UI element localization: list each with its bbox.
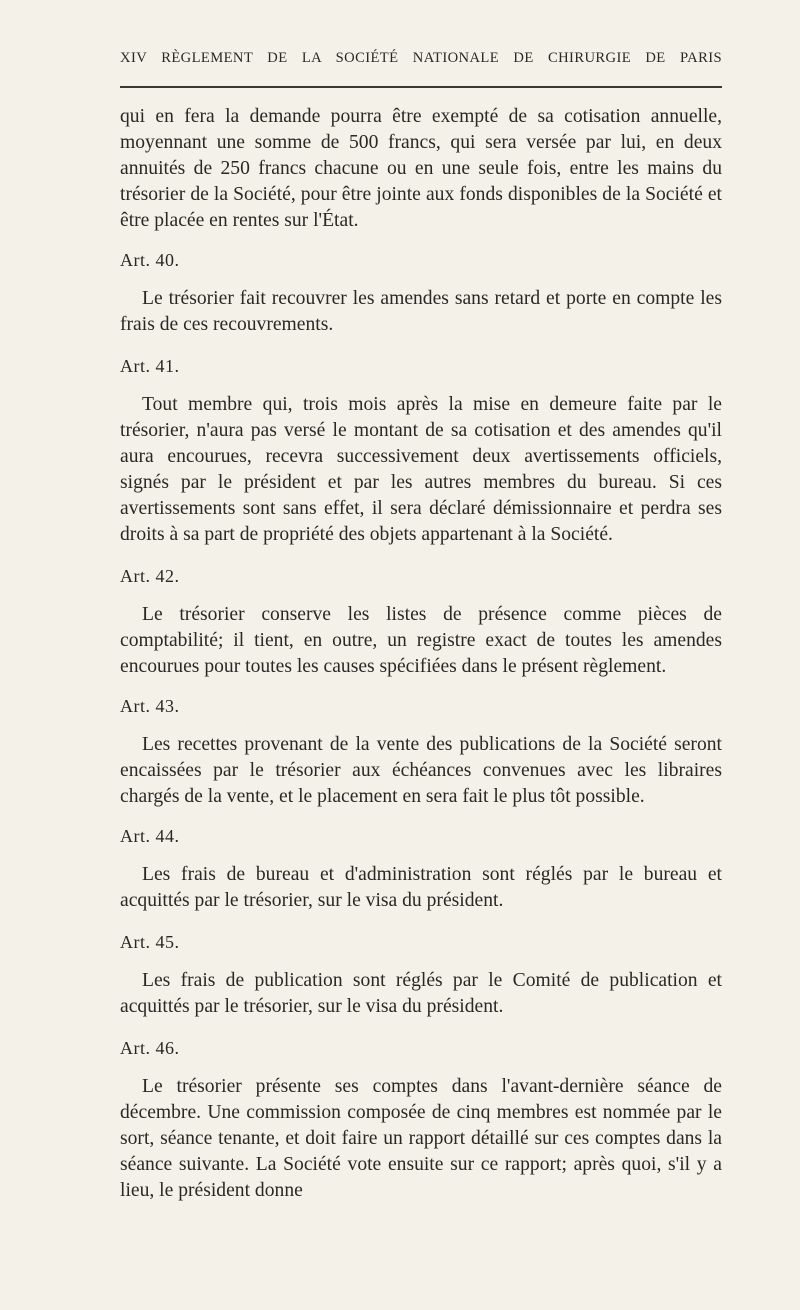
paragraph-art-44: Les frais de bureau et d'administration sont réglés par le bureau et acquittés par le trésorier, sur le visa du président.	[120, 864, 722, 911]
article-heading-44: Art. 44.	[120, 826, 180, 846]
article-heading-40: Art. 40.	[120, 250, 180, 270]
article-heading-43: Art. 43.	[120, 696, 180, 716]
paragraph-art-43: Les recettes provenant de la vente des publications de la Société seront encaissées par le trésorier aux échéances convenues avec les libraires chargés de la vente, et le placement en sera fait le plus tôt possible.	[120, 734, 722, 807]
article-heading-41: Art. 41.	[120, 356, 180, 376]
paragraph-art-45: Les frais de publication sont réglés par le Comité de publication et acquittés par le trésorier, sur le visa du président.	[120, 970, 722, 1017]
paragraph-art-41: Tout membre qui, trois mois après la mise en demeure faite par le trésorier, n'aura pas versé le montant de sa cotisation et des amendes qu'il aura encourues, recevra successivement deux avertissements officiels, signés par le président et par les autres membres du bureau. Si ces avertissements sont sans effet, il sera déclaré démissionnaire et perdra ses droits à sa part de propriété des objets appartenant à la Société.	[120, 394, 722, 545]
article-heading-46: Art. 46.	[120, 1038, 180, 1058]
article-heading-45: Art. 45.	[120, 932, 180, 952]
paragraph-continuation: qui en fera la demande pourra être exempté de sa cotisation annuelle, moyennant une somme de 500 francs, qui sera versée par lui, en deux annuités de 250 francs chacune ou en une seule fois, entre les mains du trésorier de la Société, pour être jointe aux fonds disponibles de la Société et être placée en rentes sur l'État.	[120, 106, 722, 231]
paragraph-art-42: Le trésorier conserve les listes de présence comme pièces de comptabilité; il tient, en outre, un registre exact de toutes les amendes encourues pour toutes les causes spécifiées dans le présent règlement.	[120, 604, 722, 677]
running-head: XIV RÈGLEMENT DE LA SOCIÉTÉ NATIONALE DE CHIRURGIE DE PARIS	[120, 50, 722, 66]
article-heading-42: Art. 42.	[120, 566, 180, 586]
paragraph-art-40: Le trésorier fait recouvrer les amendes sans retard et porte en compte les frais de ces recouvrements.	[120, 288, 722, 335]
paragraph-art-46: Le trésorier présente ses comptes dans l'avant-dernière séance de décembre. Une commission composée de cinq membres est nommée par le sort, séance tenante, et doit faire un rapport détaillé sur ces comptes dans la séance suivante. La Société vote ensuite sur ce rapport; après quoi, s'il y a lieu, le président donne	[120, 1076, 722, 1201]
header-rule	[120, 86, 722, 88]
page-body	[120, 104, 722, 1204]
